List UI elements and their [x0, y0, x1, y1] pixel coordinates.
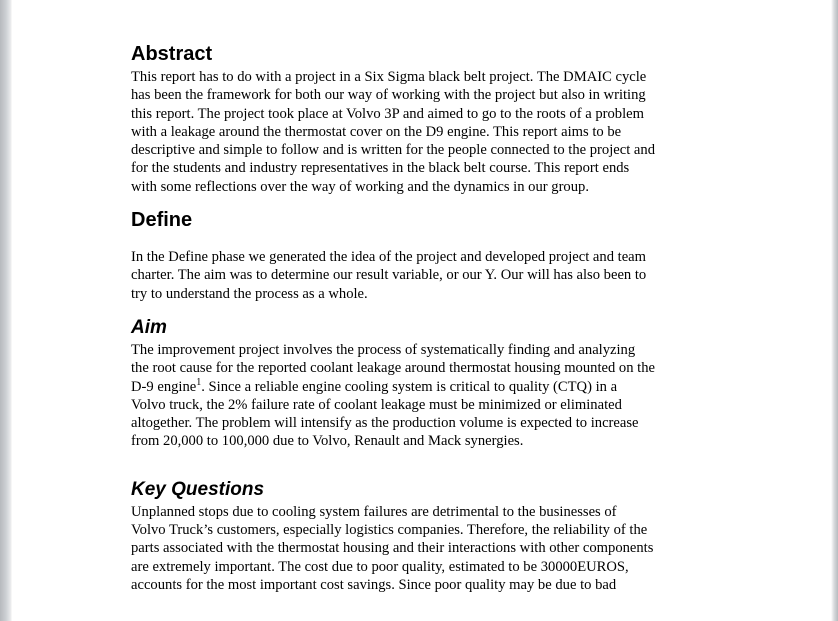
abstract-line: with a leakage around the thermostat cover on the D9 engine. This report aims to be — [131, 123, 622, 140]
key-questions-section — [131, 477, 721, 594]
aim-line-with-footnote — [131, 378, 721, 396]
abstract-section — [131, 40, 721, 196]
define-paragraph — [131, 248, 721, 303]
define-line: try to understand the process as a whole. — [131, 285, 368, 302]
define-line: In the Define phase we generated the idea of the project and developed project and team — [131, 249, 647, 266]
aim-line: Volvo truck, the 2% failure rate of coolant leakage must be minimized or eliminated — [131, 396, 622, 413]
define-heading: Define — [131, 209, 193, 232]
aim-heading: Aim — [131, 316, 167, 338]
abstract-line: with some reflections over the way of working and the dynamics in our group. — [131, 178, 589, 195]
aim-section — [131, 315, 721, 451]
aim-paragraph — [131, 341, 721, 451]
key-questions-line: parts associated with the thermostat housing and their interactions with other components — [131, 540, 654, 557]
right-page-gutter — [831, 0, 838, 621]
abstract-line: has been the framework for both our way of working with the project but also in writing — [131, 87, 646, 104]
document-page — [131, 40, 721, 594]
key-questions-heading: Key Questions — [131, 478, 265, 500]
abstract-line: for the students and industry representatives in the black belt course. This report ends — [131, 160, 630, 177]
abstract-heading: Abstract — [131, 43, 213, 65]
aim-line: altogether. The problem will intensify as the production volume is expected to increase — [131, 415, 639, 432]
key-questions-line: accounts for the most important cost savings. Since poor quality may be due to bad — [131, 576, 617, 593]
aim-line: from 20,000 to 100,000 due to Volvo, Renault and Mack synergies. — [131, 433, 524, 450]
abstract-line: This report has to do with a project in a Six Sigma black belt project. The DMAIC cycle — [131, 69, 647, 85]
key-questions-paragraph — [131, 503, 721, 594]
key-questions-line: Volvo Truck’s customers, especially logistics companies. Therefore, the reliability of the — [131, 522, 648, 539]
abstract-paragraph — [131, 68, 721, 196]
left-page-gutter — [0, 0, 12, 621]
define-line: charter. The aim was to determine our result variable, or our Y. Our will has also been to — [131, 267, 647, 284]
aim-line: the root cause for the reported coolant leakage around thermostat housing mounted on the — [131, 360, 655, 377]
abstract-line: this report. The project took place at Volvo 3P and aimed to go to the roots of a problem — [131, 105, 644, 122]
aim-line-start: D-9 engine — [131, 378, 197, 395]
aim-line: The improvement project involves the process of systematically finding and analyzing — [131, 341, 636, 358]
aim-line-end: . Since a reliable engine cooling system is critical to quality (CTQ) in a — [201, 378, 618, 395]
footnote-marker[interactable]: 1 — [196, 376, 202, 388]
key-questions-line: Unplanned stops due to cooling system failures are detrimental to the businesses of — [131, 503, 617, 520]
abstract-line: descriptive and simple to follow and is written for the people connected to the project and — [131, 142, 655, 159]
define-section — [131, 206, 721, 303]
key-questions-line: are extremely important. The cost due to poor quality, estimated to be 30000EUROS, — [131, 558, 629, 575]
